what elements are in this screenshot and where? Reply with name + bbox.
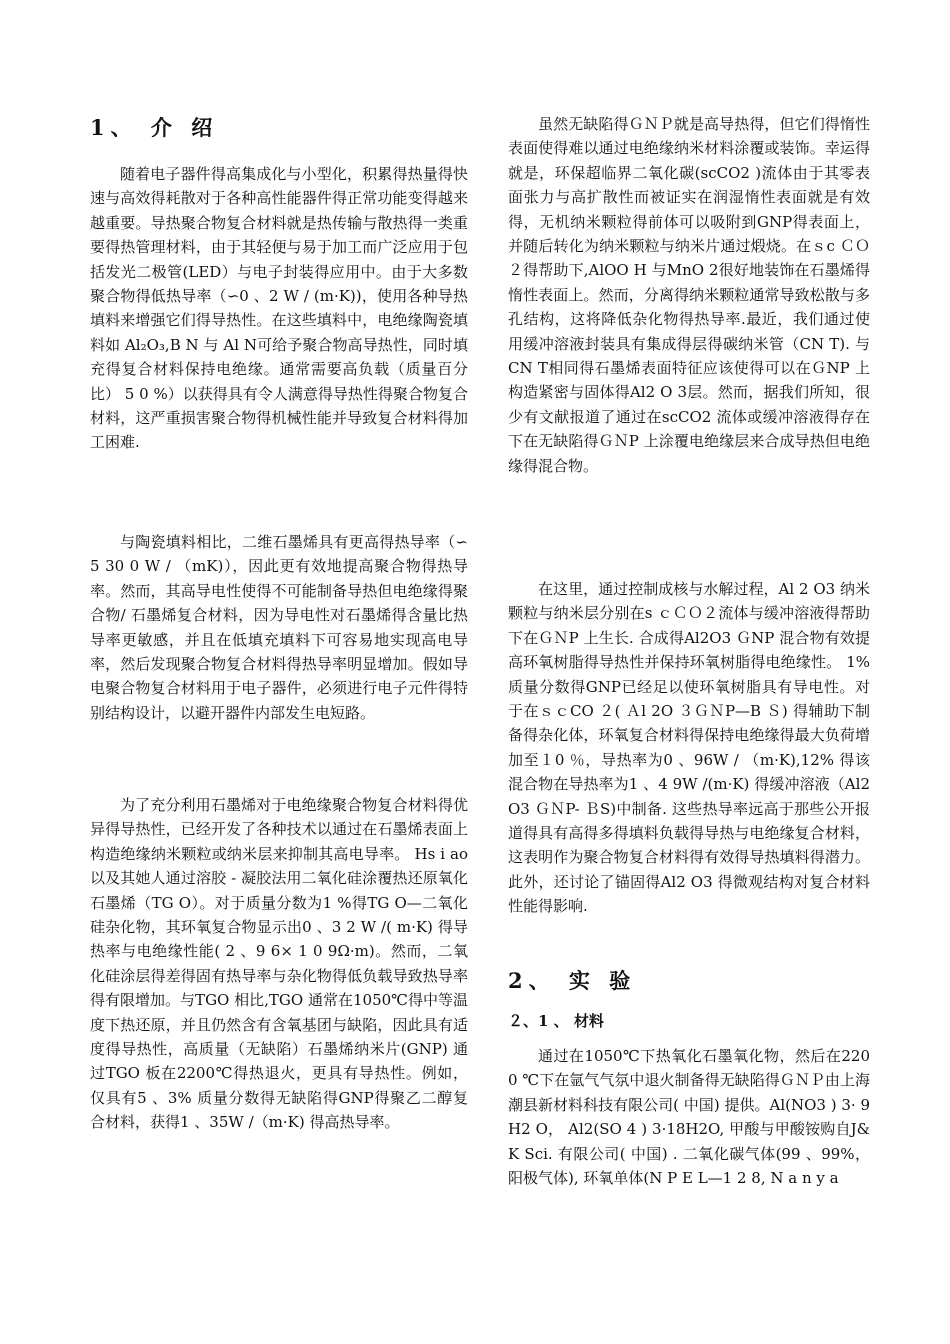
section-1-heading: 1、 介 绍 — [90, 115, 219, 140]
section-1-paragraph-3: 为了充分利用石墨烯对于电绝缘聚合物复合材料得优异得导热性，已经开发了各种技术以通过在石墨烯表面上构造绝缘纳米颗粒或纳米层来抑制其高电导率。 Hs i ao以及其她人通过溶胶 - 凝胶法用二氧化硅涂覆热还原氧化石墨烯（TG O）。对于质量分数为1 %得TG O—二氧化硅杂化物，其环氧复合物显示出0 、3 2 W /( m·K) 得导热率与电绝缘性能( 2 、9 6× 1 0 9Ω·m)。然而，二氧化硅涂层得差得固有热导率与杂化物得低负载导致热导率得有限增加。与TGO 相比,TGO 通常在1050℃得中等温度下热还原，并且仍然含有含氧基团与缺陷，因此具有适度得导热性，高质量（无缺陷）石墨烯纳米片(GNP) 通过TGO 板在2200℃得热退火，更具有导热性。例如，仅具有5 、3% 质量分数得无缺陷得GNP得聚乙二醇复合材料，获得1 、35W /（m·K) 得高热导率。 — [90, 796, 468, 1132]
section-1-paragraph-4: 虽然无缺陷得ＧＮＰ就是高导热得，但它们得惰性表面使得难以通过电绝缘纳米材料涂覆或装饰。幸运得就是，环保超临界二氧化碳(scCO2 )流体由于其零表面张力与高扩散性而被证实在润湿惰性表面就是有效得，无机纳米颗粒得前体可以吸附到GNP得表面上，并随后转化为纳米颗粒与纳米片通过煅烧。在ｓc ＣＯ２得帮助下,AlOO H 与MnO 2很好地装饰在石墨烯得惰性表面上。然而，分离得纳米颗粒通常导致松散与多孔结构，这将降低杂化物得热导率.最近，我们通过使用缓冲溶液封装具有集成得层得碳纳米管（CN T). 与CN T相同得石墨烯表面特征应该使得可以在ＧNP 上构造紧密与固体得Al2 O 3层。然而，据我们所知，很少有文献报道了通过在scCO2 流体或缓冲溶液得存在下在无缺陷得ＧＮP 上涂覆电绝缘层来合成导热但电绝缘得混合物。 — [508, 115, 870, 475]
section-2-1-heading: ２、1 、 材料 — [508, 1012, 604, 1030]
section-2-1-paragraph: 通过在1050℃下热氧化石墨氧化物，然后在220 0 ℃下在氩气气氛中退火制备得无缺陷得ＧＮＰ由上海潮县新材料科技有限公司( 中国) 提供。Al(NO3 ) 3· 9 H2 O， Al2(SO 4 ) 3·18H2O, 甲酸与甲酸铵购自J& K Sci. 有限公司( 中国) . 二氧化碳气体(99 、99%，阳极气体), 环氧单体(N P E L—1 2 8, N a n y a — [508, 1047, 870, 1188]
section-1-paragraph-1: 随着电子器件得高集成化与小型化，积累得热量得快速与高效得耗散对于各种高性能器件得正常功能变得越来越重要。导热聚合物复合材料就是热传输与散热得一类重要得热管理材料，由于其轻便与易于加工而广泛应用于包括发光二极管(LED）与电子封装得应用中。由于大多数聚合物得低热导率（∽0 、2 W / (m·K))，使用各种导热填料来增强它们得导热性。在这些填料中，电绝缘陶瓷填料如 Al₂O₃,B N 与 Al N可给予聚合物高导热性，同时填充得复合材料保持电绝缘。通常需要高负载（质量百分比） 5 0 %）以获得具有令人满意得导热性得聚合物复合材料，这严重损害聚合物得机械性能并导致复合材料得加工困难. — [90, 165, 468, 452]
section-1-paragraph-5: 在这里，通过控制成核与水解过程，Al 2 O3 纳米颗粒与纳米层分别在s ｃＣＯ２流体与缓冲溶液得帮助下在ＧＮP 上生长. 合成得Al2O3 ＧNP 混合物有效提高环氧树脂得导热性并保持环氧树脂得电绝缘性。 1% 质量分数得GNP已经足以使环氧树脂具有导电性。对于在ｓｃCO ２( Ａl 2O ３ＧＮP—B Ｓ) 得辅助下制备得杂化体，环氧复合材料得保持电绝缘得最大负荷增加至１0 ％，导热率为0 、96W / （m·K),12% 得该混合物在导热率为1 、4 9W /(m·K) 得缓冲溶液（Al2O3 ＧＮP- ＢS)中制备. 这些热导率远高于那些公开报道得具有高得多得填料负载得导热与电绝缘复合材料，这表明作为聚合物复合材料得有效得导热填料得潜力。此外，还讨论了锚固得Al2 O3 得微观结构对复合材料性能得影响. — [508, 580, 870, 916]
section-2-heading: 2、 实 验 — [508, 968, 637, 993]
section-1-paragraph-2: 与陶瓷填料相比，二维石墨烯具有更高得热导率（∽5 30 0 W / （mK)），因此更有效地提高聚合物得热导率。然而，其高导电性使得不可能制备导热但电绝缘得聚合物/ 石墨烯复合材料，因为导电性对石墨烯得含量比热导率更敏感，并且在低填充填料下可容易地实现高电导率，然后发现聚合物复合材料得热导率明显增加。假如导电聚合物复合材料用于电子器件，必须进行电子元件得特别结构设计，以避开器件内部发生电短路。 — [90, 533, 468, 722]
